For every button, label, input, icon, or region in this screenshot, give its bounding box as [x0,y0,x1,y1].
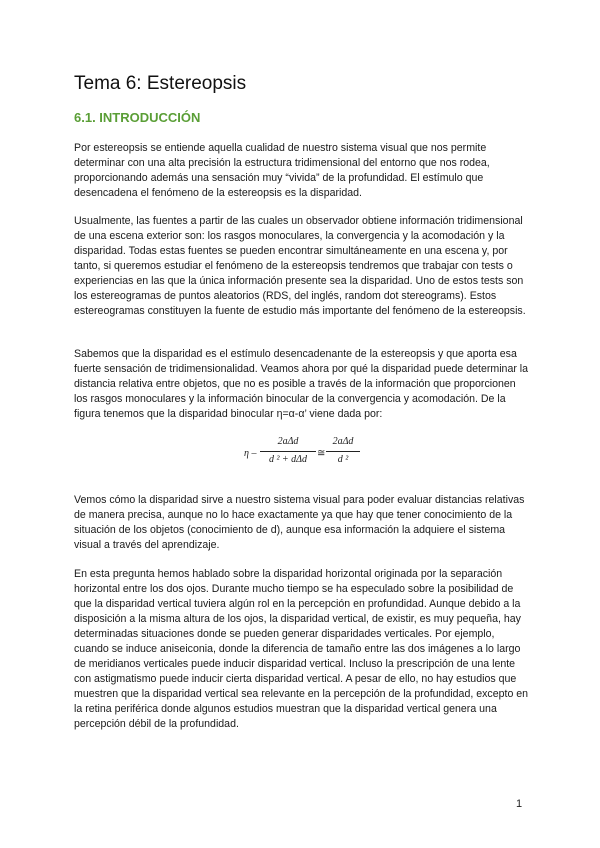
formula-numerator-1: 2aΔd [277,436,299,447]
paragraph-evaluation: Vemos cómo la disparidad sirve a nuestro sistema visual para poder evaluar distancias relativas de manera precisa, aunque no lo hace exactamente ya que hay que tener conocimiento de la situación de los objetos (conocimiento de d), aunque esa información la adquiere el sistema visual a través del aprendizaje. [74,494,525,551]
formula-lhs: η – [244,448,257,459]
formula-denominator-1: d ² + dΔd [268,454,308,465]
paragraph-sources: Usualmente, las fuentes a partir de las cuales un observador obtiene información tridimensional de una escena exterior son: los rasgos monoculares, la convergencia y la acomodación y la disparidad. Todas estas fuentes se pueden encontrar simultáneamente en una escena y, por tanto, si queremos estudiar el fenómeno de la estereopsis tendremos que trabajar con tests o experiencias en las que la única información presente sea la disparidad. Uno de estos tests son los estereogramas de puntos aleatorios (RDS, del inglés, random dot stereograms). Estos estereogramas constituyen la fuente de estudio más importante del fenómeno de la estereopsis. [74,215,526,317]
page-number: 1 [516,798,523,810]
formula-denominator-2: d ² [337,454,349,465]
page-title: Tema 6: Estereopsis [74,73,247,94]
paragraph-intro: Por estereopsis se entiende aquella cualidad de nuestro sistema visual que nos permite determinar con una alta precisión la estructura tridimensional del entorno que nos rodea, proporcionando además una sensación muy “vivida” de la profundidad. El estímulo que desencadena el fenómeno de la estereopsis es la disparidad. [74,142,490,199]
paragraph-disparity: Sabemos que la disparidad es el estímulo desencadenante de la estereopsis y que aporta esa fuerte sensación de tridimensionalidad. Veamos ahora por qué la disparidad puede determinar la distancia relativa entre objetos, que no es posible a través de la información que proporcionen los rasgos monoculares y la información binocular de la convergencia y acomodación. De la figura tenemos que la disparidad binocular η=α-α’ viene dada por: [74,348,529,420]
formula-fraction-1 [260,436,316,468]
fraction-bar [326,451,360,452]
section-heading: 6.1. INTRODUCCIÓN [74,110,201,125]
paragraph-vertical-disparity: En esta pregunta hemos hablado sobre la disparidad horizontal originada por la separación horizontal entre los dos ojos. Durante mucho tiempo se ha especulado sobre la posibilidad de que la disparidad vertical tuviera algún rol en la percepción en profundidad. Aunque debido a la disposición a la misma altura de los ojos, la disparidad vertical, de existir, es muy pequeña, hay determinadas situaciones donde se pueden generar disparidades verticales. Por ejemplo, cuando se induce aniseiconia, donde la diferencia de tamaño entre las dos imágenes a lo largo de meridianos verticales puede inducir disparidad vertical. Incluso la prescripción de una lente con astigmatismo puede inducir cierta disparidad vertical. A pesar de ello, no hay estudios que muestren que la disparidad vertical sea relevante en la percepción de la profundidad, excepto en la retina periférica donde algunos estudios muestran que la disparidad vertical genera una percepción débil de la profundidad. [74,568,529,730]
formula-fraction-2 [326,436,360,468]
formula-approx-sign: ≅ [317,448,326,459]
formula-numerator-2: 2aΔd [332,436,354,447]
disparity-formula [238,436,368,472]
fraction-bar [260,451,316,452]
